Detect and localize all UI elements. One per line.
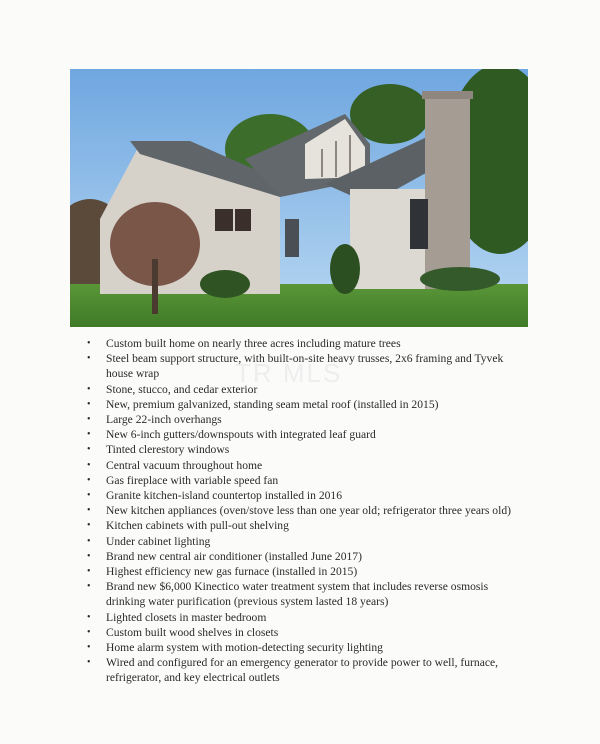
list-item: • Granite kitchen-island countertop installed in 2016 [87,489,343,503]
list-item: • New kitchen appliances (oven/stove less than one year old; refrigerator three years old) [87,504,511,518]
bullet-icon: • [87,490,91,502]
bullet-icon: • [87,535,91,547]
house-photo-icon [70,69,528,327]
bullet-icon: • [87,581,91,593]
list-item: • Central vacuum throughout home [87,458,263,472]
list-item: • New 6-inch gutters/downspouts with integrated leaf guard [87,428,376,442]
watermark: TR MLS [235,358,343,388]
bullet-icon: • [87,642,91,654]
list-item: • New, premium galvanized, standing seam metal roof (installed in 2015) [87,397,439,411]
list-item: • Brand new central air conditioner (installed June 2017) [87,549,362,563]
bullet-icon: • [87,338,91,349]
list-item: • Wired and configured for an emergency generator to provide power to well, furnace, refrigerator, and key electrical outlets [87,656,499,685]
feature-list [86,336,526,686]
house-photo [70,69,528,327]
list-item: • Gas fireplace with variable speed fan [87,473,279,487]
bullet-icon: • [87,353,91,365]
bullet-icon: • [87,611,91,623]
list-item: • Highest efficiency new gas furnace (installed in 2015) [87,565,358,579]
bullet-icon: • [87,474,91,486]
bullet-icon: • [87,566,91,578]
list-item: • Custom built home on nearly three acres including mature trees [87,337,401,350]
list-item: • Custom built wood shelves in closets [87,625,279,639]
list-item: • Lighted closets in master bedroom [87,610,267,624]
list-item: • Brand new $6,000 Kinectico water treatment system that includes reverse osmosis drinking water purification (previous system lasted 18 years) [87,580,489,609]
bullet-icon: • [87,429,91,441]
bullet-icon: • [87,459,91,471]
bullet-icon: • [87,520,91,532]
list-item: • Large 22-inch overhangs [87,413,222,427]
bullet-icon: • [87,657,91,669]
list-item: • Under cabinet lighting [87,534,211,548]
list-item: • Kitchen cabinets with pull-out shelving [87,519,289,533]
bullet-icon: • [87,550,91,562]
list-item: • Steel beam support structure, with built-on-site heavy trusses, 2x6 framing and Tyvek house wrap [87,352,504,381]
bullet-icon: • [87,398,91,410]
list-item: • Tinted clerestory windows [87,443,230,457]
bullet-icon: • [87,414,91,426]
bullet-icon: • [87,626,91,638]
bullet-icon: • [87,505,91,517]
list-item: • Home alarm system with motion-detecting security lighting [87,641,383,655]
list-item: • Stone, stucco, and cedar exterior [87,382,258,396]
bullet-icon: • [87,383,91,395]
bullet-icon: • [87,444,91,456]
